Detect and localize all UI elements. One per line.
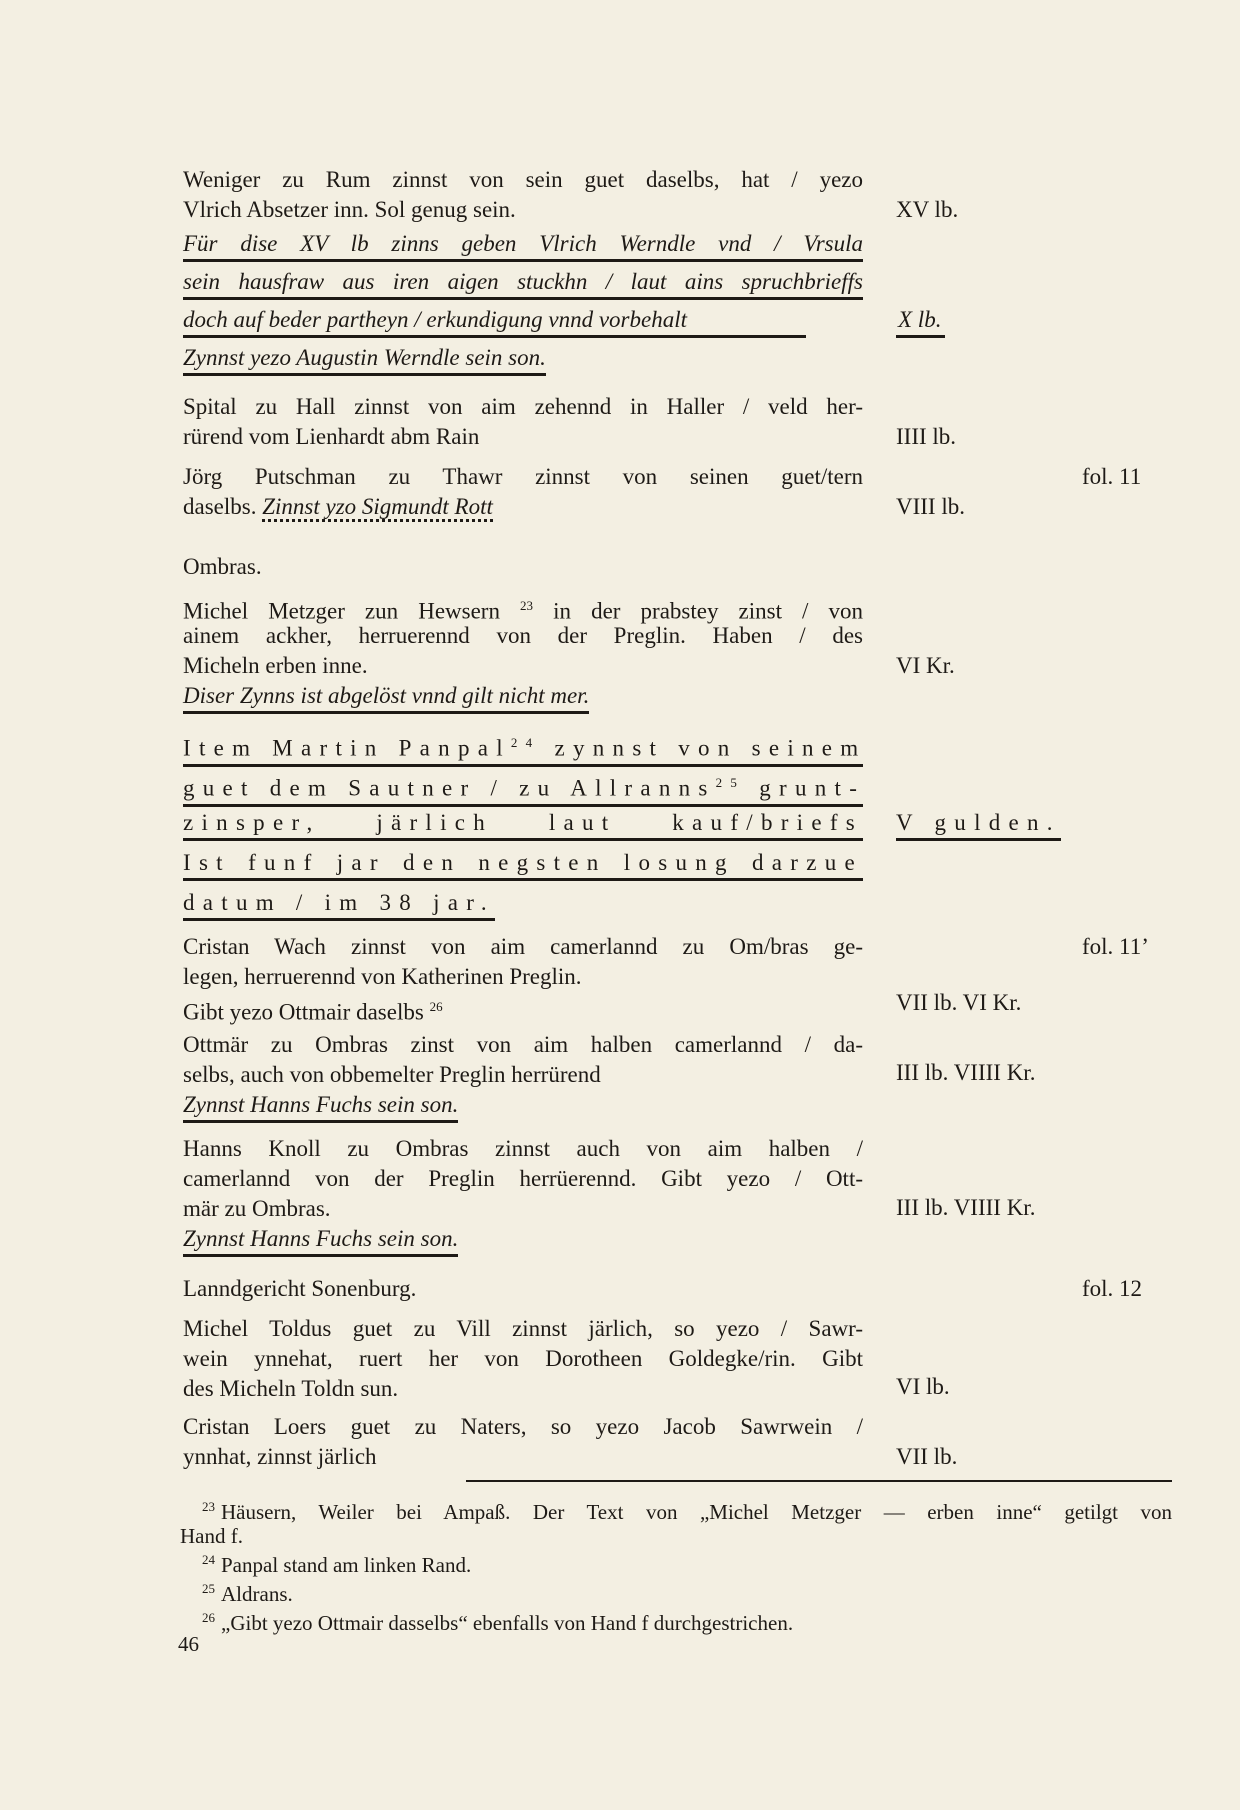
text-line: ainem ackher, herruerennd von der Preglin. Haben / des: [183, 623, 863, 648]
amount: IIII lb.: [896, 424, 957, 449]
text-line: Hanns Knoll zu Ombras zinnst auch von aim halben /: [183, 1136, 863, 1161]
amount: V gulden.: [896, 808, 1061, 841]
entry-toldus: [183, 1314, 863, 1404]
text-line: Michel Metzger zun Hewsern: [183, 598, 500, 624]
text-line: doch auf beder partheyn / erkundigung vnnd vorbehalt: [183, 305, 806, 338]
text-line: mär zu Ombras.: [183, 1196, 331, 1221]
entry-knoll: [183, 1134, 863, 1254]
footnote-number: 23: [202, 1499, 215, 1514]
text-line: legen, herruerennd von Katherinen Preglin.: [183, 964, 582, 989]
text-line: zinsper, järlich laut kauf/briefs: [183, 808, 863, 841]
amount: VI lb.: [896, 1374, 950, 1399]
text-line: Zynnst Hanns Fuchs sein son.: [183, 1090, 458, 1123]
footnote-text: Hand f.: [180, 1524, 243, 1548]
amount: VII lb.: [896, 1444, 958, 1469]
footnote-text: „Gibt yezo Ottmair dasselbs“ ebenfalls von Hand f durchgestrichen.: [221, 1611, 794, 1635]
text-line: rürend vom Lienhardt abm Rain: [183, 424, 480, 449]
text-line: Zynnst yezo Augustin Werndle sein son.: [183, 343, 546, 376]
footnote-divider: [466, 1480, 1172, 1482]
entry-ottmar: [183, 1030, 863, 1120]
folio-marker: fol. 11: [1082, 464, 1142, 489]
footnote-number: 26: [202, 1610, 215, 1625]
text-line: wein ynnehat, ruert her von Dorotheen Goldegke/rin. Gibt: [183, 1346, 863, 1371]
text-line: ynnhat, zinnst järlich: [183, 1444, 377, 1469]
heading-text: Ombras.: [183, 554, 262, 579]
footnote-ref: 24: [510, 735, 541, 750]
amount: X lb.: [896, 305, 945, 338]
footnote-ref: 23: [520, 598, 534, 613]
text-line: Michel Toldus guet zu Vill zinnst järlich, so yezo / Sawr-: [183, 1316, 863, 1341]
heading-text: Lanndgericht Sonenburg.: [183, 1276, 417, 1301]
footnote-ref: 25: [715, 775, 746, 790]
text-line: Item Martin Panpal: [183, 735, 511, 761]
text-line: camerlannd von der Preglin herrüerennd. Gibt yezo / Ott-: [183, 1166, 863, 1191]
footnote-number: 24: [202, 1552, 215, 1567]
entry-spital: [183, 392, 863, 452]
footnote-text: Aldrans.: [221, 1582, 293, 1606]
text-line: datum / im 38 jar.: [183, 888, 495, 921]
entry-wach: [183, 932, 863, 1025]
footnote-ref: 26: [429, 999, 443, 1014]
text-line: Cristan Wach zinnst von aim camerlannd zu Om/bras ge-: [183, 934, 863, 959]
text-line: Micheln erben inne.: [183, 653, 368, 678]
amount: III lb. VIIII Kr.: [896, 1060, 1036, 1085]
section-heading-ombras: [183, 552, 863, 582]
italic-note: Zinnst yzo Sigmundt Rott: [262, 494, 493, 522]
amount: III lb. VIIII Kr.: [896, 1195, 1036, 1220]
text-line: Weniger zu Rum zinnst von sein guet daselbs, hat / yezo: [183, 167, 863, 192]
amount: VIII lb.: [896, 494, 965, 519]
text-line: guet dem Sautner / zu Allranns: [183, 775, 716, 801]
text-line: Diser Zynns ist abgelöst vnnd gilt nicht mer.: [183, 681, 589, 714]
entry-putschman: [183, 462, 863, 522]
footnote-number: 25: [202, 1581, 215, 1596]
entry-werndle: [183, 229, 863, 373]
text-line: Jörg Putschman zu Thawr zinnst von seinen guet/tern: [183, 464, 863, 489]
text-line: Spital zu Hall zinnst von aim zehennd in Haller / veld her-: [183, 394, 863, 419]
page-number: 46: [178, 1632, 199, 1656]
text-line: zynnst von seinem: [554, 735, 867, 761]
text-line: Für dise XV lb zinns geben Vlrich Werndle vnd / Vrsula: [183, 229, 863, 262]
amount: VII lb. VI Kr.: [896, 990, 1022, 1015]
footnote-text: Häusern, Weiler bei Ampaß. Der Text von „Michel Metzger — erben inne“ getilgt von: [221, 1500, 1172, 1524]
footnotes: [180, 1495, 1172, 1635]
section-heading-sonenburg: [183, 1274, 863, 1304]
text-line: des Micheln Toldn sun.: [183, 1376, 399, 1401]
footnote-text: Panpal stand am linken Rand.: [221, 1553, 472, 1577]
folio-marker: fol. 11’: [1082, 934, 1149, 959]
text-line: selbs, auch von obbemelter Preglin herrürend: [183, 1062, 601, 1087]
amount: XV lb.: [896, 197, 959, 222]
entry-weniger: [183, 165, 863, 225]
text-line: Ist funf jar den negsten losung darzue: [183, 848, 863, 881]
text-line: Vlrich Absetzer inn. Sol genug sein.: [183, 197, 516, 222]
text-line: daselbs.: [183, 494, 257, 519]
text-line: Cristan Loers guet zu Naters, so yezo Jacob Sawrwein /: [183, 1414, 863, 1439]
folio-marker: fol. 12: [1082, 1276, 1143, 1301]
text-line: grunt-: [759, 775, 866, 801]
text-line: sein hausfraw aus iren aigen stuckhn / laut ains spruchbrieffs: [183, 267, 863, 300]
text-line: Zynnst Hanns Fuchs sein son.: [183, 1224, 458, 1257]
text-line: Gibt yezo Ottmair daselbs: [183, 999, 424, 1025]
entry-metzger: [183, 591, 863, 711]
entry-panpal: [183, 728, 867, 918]
entry-loers: [183, 1412, 863, 1472]
amount: VI Kr.: [896, 653, 955, 678]
text-line: Ottmär zu Ombras zinst von aim halben camerlannd / da-: [183, 1032, 863, 1057]
text-line: in der prabstey zinst / von: [553, 598, 864, 624]
